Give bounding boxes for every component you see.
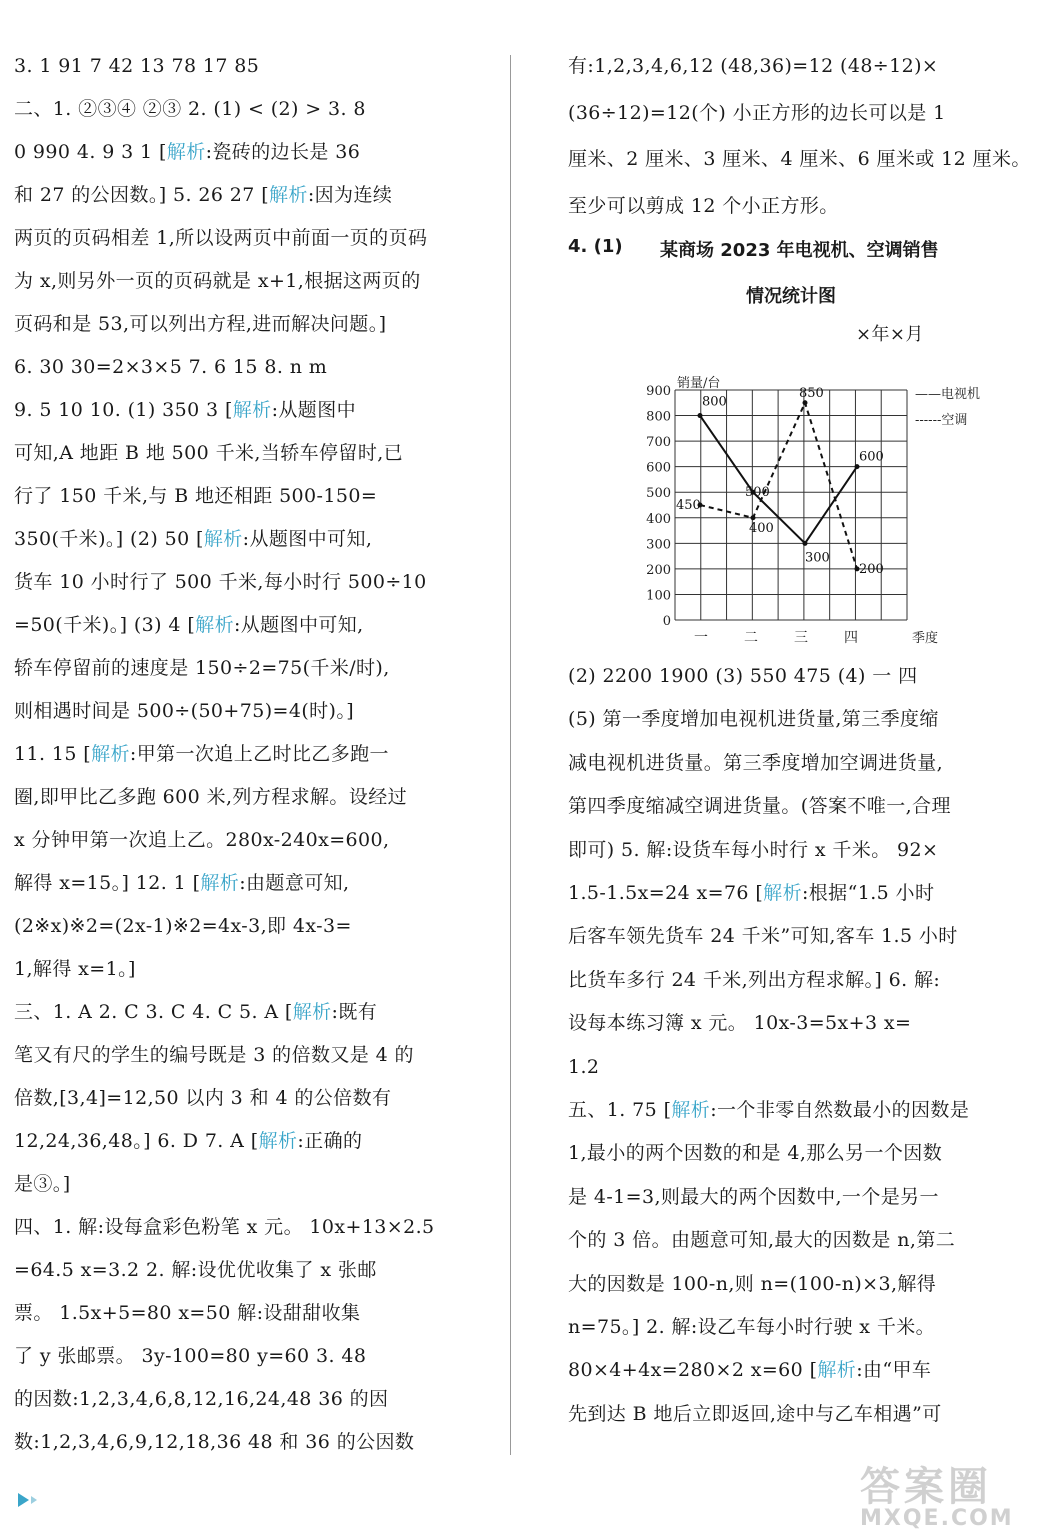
text-line bbox=[14, 913, 352, 939]
text-segment: :正确的 bbox=[297, 1130, 363, 1152]
text-line bbox=[568, 100, 946, 126]
text-line bbox=[14, 1300, 360, 1326]
text-segment: 三、1. A 2. C 3. C 4. C 5. A [ bbox=[14, 1001, 293, 1023]
text-segment: :既有 bbox=[331, 1001, 378, 1023]
text-segment: 1,解得 x=1。] bbox=[14, 958, 136, 980]
analysis-tag: 解析 bbox=[166, 141, 206, 163]
text-segment: 先到达 B 地后立即返回,途中与乙车相遇”可 bbox=[568, 1402, 942, 1425]
text-line bbox=[568, 967, 940, 993]
data-label: 800 bbox=[702, 394, 727, 410]
text-line bbox=[14, 1214, 435, 1240]
data-point bbox=[698, 413, 703, 418]
text-line bbox=[568, 1010, 911, 1036]
text-line bbox=[14, 397, 356, 423]
text-segment: 二、1. ②③④ ②③ 2. (1) < (2) > 3. 8 bbox=[14, 98, 366, 120]
text-line bbox=[14, 698, 354, 724]
text-segment: :由“甲车 bbox=[856, 1359, 932, 1382]
text-segment: 和 27 的公因数。] 5. 26 27 [ bbox=[14, 184, 270, 206]
data-point bbox=[803, 541, 808, 546]
text-segment: :瓷砖的边长是 36 bbox=[205, 141, 361, 163]
y-tick-label: 900 bbox=[646, 384, 671, 399]
data-point bbox=[803, 400, 808, 405]
text-segment: 为 x,则另外一页的页码就是 x+1,根据这两页的 bbox=[14, 270, 421, 292]
text-segment: n=75。] 2. 解:设乙车每小时行驶 x 千米。 bbox=[568, 1316, 936, 1338]
text-line bbox=[14, 784, 407, 810]
text-line bbox=[14, 1085, 391, 1111]
text-segment: 五、1. 75 [ bbox=[568, 1099, 672, 1121]
text-line bbox=[568, 706, 939, 732]
data-label: 850 bbox=[799, 385, 824, 401]
text-segment: 1.5-1.5x=24 x=76 [ bbox=[568, 882, 764, 904]
text-segment: 了 y 张邮票。 3y-100=80 y=60 3. 48 bbox=[14, 1345, 367, 1367]
y-axis-label: 销量/台 bbox=[677, 376, 721, 391]
text-segment: :一个非零自然数最小的因数是 bbox=[710, 1099, 970, 1121]
text-segment: 两页的页码相差 1,所以设两页中前面一页的页码 bbox=[14, 227, 428, 249]
text-line bbox=[14, 354, 327, 380]
text-segment: 设每本练习簿 x 元。 10x-3=5x+3 x= bbox=[568, 1012, 912, 1035]
text-segment: 比货车多行 24 千米,列出方程求解。] 6. 解: bbox=[568, 968, 941, 991]
data-label: 450 bbox=[676, 498, 701, 513]
y-tick-label: 600 bbox=[646, 460, 671, 476]
text-line bbox=[568, 193, 839, 219]
text-segment: 数:1,2,3,4,6,9,12,18,36 48 和 36 的公因数 bbox=[14, 1431, 415, 1453]
data-label: 500 bbox=[745, 485, 770, 501]
page-footer-arrow bbox=[18, 1492, 37, 1511]
small-arrow-icon bbox=[31, 1496, 37, 1504]
text-segment: 可知,A 地距 B 地 500 千米,当轿车停留时,已 bbox=[14, 442, 404, 464]
text-segment: (5) 第一季度增加电视机进货量,第三季度缩 bbox=[568, 708, 939, 731]
text-line bbox=[568, 880, 934, 906]
text-line bbox=[568, 1184, 939, 1210]
text-segment: 圈,即甲比乙多跑 600 米,列方程求解。设经过 bbox=[14, 786, 408, 808]
text-line bbox=[14, 956, 136, 982]
text-segment: 四、1. 解:设每盒彩色粉笔 x 元。 10x+13×2.5 bbox=[14, 1216, 435, 1238]
text-segment: 倍数,[3,4]=12,50 以内 3 和 4 的公倍数有 bbox=[14, 1087, 392, 1109]
text-segment: 0 990 4. 9 3 1 [ bbox=[14, 141, 167, 163]
text-line bbox=[14, 1343, 366, 1369]
text-line bbox=[14, 268, 421, 294]
y-tick-label: 300 bbox=[646, 537, 671, 553]
text-segment: (2) 2200 1900 (3) 550 475 (4) 一 四 bbox=[568, 665, 918, 687]
text-segment: :因为连续 bbox=[307, 184, 393, 206]
text-segment: 减电视机进货量。第三季度增加空调进货量, bbox=[568, 751, 944, 774]
text-line bbox=[14, 827, 389, 853]
text-line bbox=[14, 655, 390, 681]
text-segment: 行了 150 千米,与 B 地还相距 500-150= bbox=[14, 485, 378, 507]
analysis-tag: 解析 bbox=[817, 1359, 857, 1382]
text-segment: 货车 10 小时行了 500 千米,每小时行 500÷10 bbox=[14, 571, 427, 593]
y-tick-label: 100 bbox=[646, 588, 671, 604]
text-segment: 12,24,36,48。] 6. D 7. A [ bbox=[14, 1130, 259, 1152]
arrow-icon bbox=[18, 1493, 29, 1507]
text-segment: 第四季度缩减空调进货量。(答案不唯一,合理 bbox=[568, 795, 951, 818]
text-segment: :根据“1.5 小时 bbox=[801, 882, 935, 904]
text-line bbox=[14, 96, 366, 122]
analysis-tag: 解析 bbox=[292, 1001, 332, 1023]
data-point bbox=[751, 515, 756, 520]
text-segment: (36÷12)=12(个) 小正方形的边长可以是 1 bbox=[568, 101, 946, 124]
text-line bbox=[14, 526, 372, 552]
text-segment: 票。 1.5x+5=80 x=50 解:设甜甜收集 bbox=[14, 1302, 361, 1324]
text-line bbox=[14, 1429, 414, 1455]
y-tick-label: 700 bbox=[646, 435, 671, 451]
text-line bbox=[568, 837, 938, 863]
data-label: 600 bbox=[859, 449, 884, 465]
text-segment: =50(千米)。] (3) 4 [ bbox=[14, 614, 196, 636]
text-segment: 笔又有尺的学生的编号既是 3 的倍数又是 4 的 bbox=[14, 1044, 414, 1066]
watermark-logo-text: 答案圈 bbox=[860, 1464, 992, 1510]
analysis-tag: 解析 bbox=[195, 614, 234, 636]
text-segment: 350(千米)。] (2) 50 [ bbox=[14, 528, 204, 550]
text-segment: 有:1,2,3,4,6,12 (48,36)=12 (48÷12)× bbox=[568, 55, 939, 77]
text-line bbox=[14, 311, 386, 337]
text-line bbox=[14, 1171, 71, 1197]
text-line bbox=[14, 483, 377, 509]
text-segment: 至少可以剪成 12 个小正方形。 bbox=[568, 194, 839, 217]
text-line bbox=[568, 1271, 936, 1297]
text-segment: 的因数:1,2,3,4,6,8,12,16,24,48 36 的因 bbox=[14, 1388, 389, 1410]
text-segment: =64.5 x=3.2 2. 解:设优优收集了 x 张邮 bbox=[14, 1259, 377, 1281]
text-segment: :从题图中可知, bbox=[233, 614, 364, 636]
analysis-tag: 解析 bbox=[269, 184, 308, 206]
text-segment: :由题意可知, bbox=[239, 872, 350, 894]
text-line bbox=[568, 793, 951, 819]
text-segment: 页码和是 53,可以列出方程,进而解决问题。] bbox=[14, 313, 387, 335]
text-segment: 厘米、2 厘米、3 厘米、4 厘米、6 厘米或 12 厘米。 bbox=[568, 148, 1031, 170]
chart-date: ×年×月 bbox=[856, 324, 924, 345]
text-segment: 是 4-1=3,则最大的两个因数中,一个是另一 bbox=[568, 1185, 939, 1208]
text-line bbox=[14, 741, 389, 767]
data-point bbox=[855, 464, 860, 469]
text-line bbox=[14, 1128, 362, 1154]
text-line bbox=[14, 182, 392, 208]
text-line bbox=[14, 1042, 414, 1068]
text-line bbox=[568, 1054, 599, 1080]
sales-line-chart bbox=[630, 365, 1020, 655]
legend-entry: ——电视机 bbox=[915, 387, 981, 402]
text-line bbox=[568, 1097, 969, 1123]
text-line bbox=[568, 923, 958, 949]
y-tick-label: 500 bbox=[646, 486, 671, 502]
text-line bbox=[568, 53, 938, 79]
y-tick-label: 400 bbox=[646, 511, 671, 527]
chart-title-line1: 某商场 2023 年电视机、空调销售 bbox=[660, 240, 939, 261]
y-tick-label: 0 bbox=[662, 614, 671, 629]
text-segment: 个的 3 倍。由题意可知,最大的因数是 n,第二 bbox=[568, 1229, 956, 1252]
data-label: 300 bbox=[805, 550, 830, 566]
text-segment: 6. 30 30=2×3×5 7. 6 15 8. n m bbox=[14, 356, 328, 378]
x-tick-label: 三 bbox=[794, 630, 808, 646]
text-line bbox=[568, 1401, 942, 1427]
x-tick-label: 一 bbox=[694, 630, 708, 646]
text-line bbox=[14, 1257, 377, 1283]
text-segment: 大的因数是 100-n,则 n=(100-n)×3,解得 bbox=[568, 1272, 937, 1295]
analysis-tag: 解析 bbox=[232, 399, 272, 421]
text-segment: x 分钟甲第一次追上乙。280x-240x=600, bbox=[14, 829, 390, 851]
text-line bbox=[14, 53, 259, 79]
text-line bbox=[568, 1227, 955, 1253]
text-line bbox=[568, 146, 1031, 172]
text-segment: :从题图中可知, bbox=[242, 528, 373, 550]
text-segment: 轿车停留前的速度是 150÷2=75(千米/时), bbox=[14, 657, 390, 679]
analysis-tag: 解析 bbox=[763, 882, 802, 904]
analysis-tag: 解析 bbox=[200, 872, 240, 894]
text-segment: 9. 5 10 10. (1) 350 3 [ bbox=[14, 399, 233, 421]
text-line bbox=[568, 750, 943, 776]
text-segment: (2※x)※2=(2x-1)※2=4x-3,即 4x-3= bbox=[14, 915, 352, 937]
text-line bbox=[14, 569, 427, 595]
text-segment: 1.2 bbox=[568, 1055, 600, 1078]
text-segment: 后客车领先货车 24 千米”可知,客车 1.5 小时 bbox=[568, 925, 958, 948]
x-tick-label: 四 bbox=[844, 630, 858, 646]
text-segment: :甲第一次追上乙时比乙多跑一 bbox=[129, 743, 389, 765]
text-line bbox=[568, 1357, 931, 1383]
watermark bbox=[860, 1455, 1014, 1531]
text-segment: 3. 1 91 7 42 13 78 17 85 bbox=[14, 55, 260, 77]
text-line bbox=[14, 440, 403, 466]
text-line bbox=[14, 612, 364, 638]
text-line bbox=[568, 663, 918, 689]
text-segment: :从题图中 bbox=[271, 399, 356, 421]
text-segment: 解得 x=15。] 12. 1 [ bbox=[14, 872, 201, 894]
text-segment: 1,最小的两个因数的和是 4,那么另一个因数 bbox=[568, 1142, 943, 1165]
text-segment: 80×4+4x=280×2 x=60 [ bbox=[568, 1359, 818, 1382]
data-label: 400 bbox=[749, 520, 774, 536]
column-divider bbox=[510, 55, 511, 1455]
data-label: 200 bbox=[859, 561, 884, 577]
text-line bbox=[14, 870, 349, 896]
legend-entry: ------空调 bbox=[915, 413, 968, 428]
analysis-tag: 解析 bbox=[671, 1099, 711, 1121]
text-segment: 即可) 5. 解:设货车每小时行 x 千米。 92× bbox=[568, 838, 939, 861]
analysis-tag: 解析 bbox=[258, 1130, 298, 1152]
y-tick-label: 200 bbox=[646, 562, 671, 578]
watermark-url: MXQE.COM bbox=[860, 1506, 1014, 1531]
text-line bbox=[14, 999, 377, 1025]
text-line bbox=[568, 1314, 935, 1340]
analysis-tag: 解析 bbox=[203, 528, 243, 550]
x-tick-label: 二 bbox=[744, 630, 758, 646]
text-segment: 是③。] bbox=[14, 1173, 71, 1195]
chart-question-number: 4. (1) bbox=[568, 236, 623, 257]
analysis-tag: 解析 bbox=[91, 743, 130, 765]
chart-title-line2: 情况统计图 bbox=[746, 286, 836, 307]
text-line bbox=[14, 225, 427, 251]
text-line bbox=[14, 139, 360, 165]
text-segment: 11. 15 [ bbox=[14, 743, 92, 765]
text-line bbox=[568, 1140, 942, 1166]
y-tick-label: 800 bbox=[646, 409, 671, 425]
text-line bbox=[14, 1386, 388, 1412]
x-axis-label: 季度 bbox=[911, 631, 939, 646]
text-segment: 则相遇时间是 500÷(50+75)=4(时)。] bbox=[14, 700, 355, 722]
